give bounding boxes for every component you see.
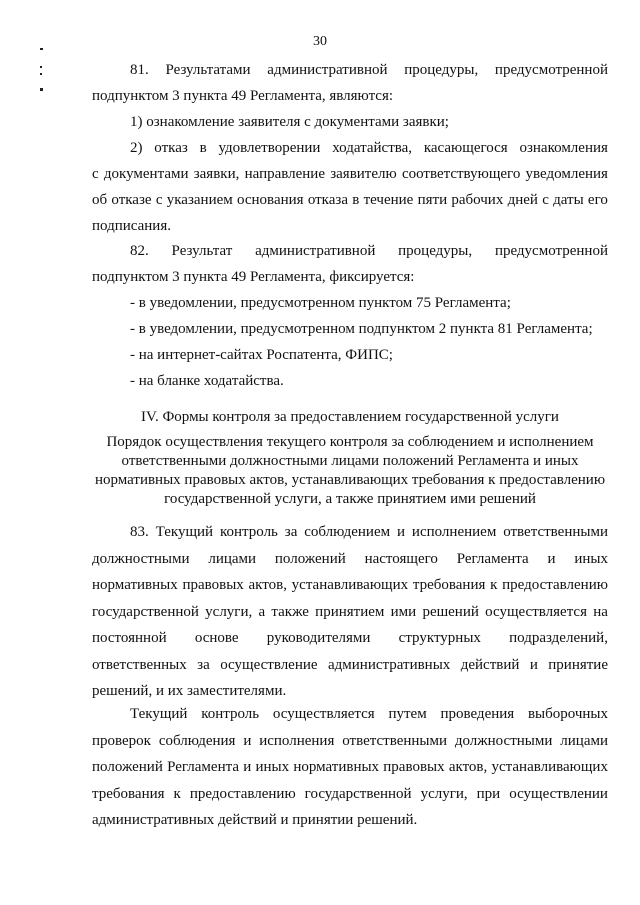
text-word: соблюдением [304, 524, 391, 540]
text-word: предусмотренной [494, 62, 608, 78]
text-word: основания [237, 192, 304, 208]
text-word: 81. [130, 62, 149, 78]
item-82-bullet: - на бланке ходатайства. [130, 373, 284, 389]
text-word: указанием [166, 192, 233, 208]
text-word: Текущий [130, 706, 188, 722]
text-word: процедуры, [398, 243, 473, 259]
text-word: иных [574, 550, 608, 567]
text-word: структурных [398, 630, 481, 646]
item-81-sub-1: 1) ознакомление заявителя с документами заявки; [130, 114, 449, 130]
text-word: услуги, [205, 603, 253, 620]
text-word: соответствующего [401, 166, 521, 182]
text-word: настоящего [364, 550, 438, 567]
text-word: осуществлении [509, 785, 608, 802]
text-word: исполнения [259, 732, 335, 749]
subheading-line: государственной услуги, а также принятием ими решений [164, 491, 536, 507]
text-word: иных [255, 759, 290, 775]
scan-artifact-mark [40, 88, 43, 91]
text-word: отказе [111, 192, 152, 208]
text-word: удовлетворении [218, 140, 321, 156]
text-word: к [490, 577, 498, 593]
text-word: Регламента [456, 550, 529, 567]
text-word: решений [422, 603, 479, 620]
item-83-line [92, 572, 608, 599]
text-word: отказ [154, 140, 188, 156]
text-word: соблюдения [158, 732, 236, 749]
subheading-line: нормативных правовых актов, устанавливающих требования к предоставлению [94, 472, 606, 488]
text-word: подразделений, [509, 630, 608, 646]
section-subheading [92, 433, 608, 509]
item-83-line [92, 652, 608, 679]
text-word: с [92, 166, 99, 182]
subheading-line: Порядок осуществления текущего контроля за соблюдением и исполнением [106, 434, 594, 450]
text-word: ознакомления [519, 140, 608, 156]
text-word: государственной [92, 603, 199, 620]
text-word: должностными [454, 732, 553, 749]
item-82 [92, 238, 608, 394]
text-word: документами [103, 166, 189, 182]
text-word: положений [92, 759, 163, 775]
text-word: об [92, 192, 108, 208]
text-word: заявителю [330, 166, 397, 182]
text-word: административной [267, 62, 388, 78]
text-word: а [258, 603, 266, 620]
item-81 [92, 57, 608, 239]
text-word: и [243, 759, 252, 775]
item-82-bullet: - на интернет-сайтах Роспатента, ФИПС; [130, 347, 393, 363]
text-word: и [547, 550, 556, 567]
text-word: рабочих [451, 192, 504, 208]
text-word: принятием [315, 603, 385, 620]
text-word: за [197, 656, 210, 673]
text-word: услуги, [420, 785, 468, 802]
text-word: устанавливающих [291, 577, 409, 593]
text-word: должностными [92, 550, 190, 567]
text-word: ответственными [342, 732, 447, 749]
text-word: Результатами [165, 62, 251, 78]
item-82-bullet: - в уведомлении, предусмотренном пунктом 75 Регламента; [130, 295, 511, 311]
text-word: и [397, 524, 406, 540]
text-word: актов, [248, 577, 287, 593]
text-word: действий [460, 656, 520, 673]
text-word: государственной [304, 785, 412, 802]
text-word: лицами [208, 550, 257, 567]
text-word: его [587, 192, 608, 208]
text-word: уведомления [525, 166, 608, 182]
text-word: предоставлению [502, 577, 608, 593]
paragraph-line [92, 781, 608, 808]
text-word: актов, [448, 759, 488, 775]
item-81-sub-2-line-3 [92, 187, 608, 213]
item-83-line [92, 599, 608, 626]
item-81-line-1 [92, 57, 608, 83]
text-word: ими [390, 603, 417, 620]
text-word: проведения [440, 706, 515, 722]
paragraph-last-line: административных действий и принятии решений. [92, 812, 418, 828]
text-word: предусмотренной [494, 243, 608, 259]
text-word: на [593, 603, 608, 620]
paragraph-line [92, 701, 608, 728]
text-word: контроль [201, 706, 260, 722]
item-81-sub-2-line-4: подписания. [92, 218, 171, 234]
text-word: ответственных [92, 656, 187, 673]
text-word: ходатайства, [332, 140, 413, 156]
text-word: заявки, [193, 166, 240, 182]
text-word: при [476, 785, 501, 802]
text-word: и [529, 656, 538, 673]
text-word: выборочных [527, 706, 608, 722]
text-word: требования [92, 785, 165, 802]
text-word: также [271, 603, 309, 620]
text-word: исполнением [411, 524, 497, 540]
text-word: правовых [383, 759, 445, 775]
item-82-line-2: подпунктом 3 пункта 49 Регламента, фиксируется: [92, 269, 415, 285]
item-81-sub-2-line-2 [92, 161, 608, 187]
text-word: к [173, 785, 181, 802]
text-word: проверок [92, 732, 151, 749]
text-word: путем [388, 706, 427, 722]
text-word: нормативных [293, 759, 380, 775]
text-word: правовых [182, 577, 244, 593]
text-word: направление [244, 166, 325, 182]
text-word: касающегося [423, 140, 508, 156]
text-word: руководителями [266, 630, 371, 646]
text-word: положений [274, 550, 346, 567]
text-word: Результат [171, 243, 233, 259]
item-83 [92, 519, 608, 705]
text-word: контроль [219, 524, 278, 540]
text-word: предоставлению [189, 785, 296, 802]
text-word: устанавливающих [491, 759, 608, 775]
paragraph-current-control [92, 701, 608, 834]
text-word: 2) [130, 140, 143, 156]
item-82-line-1 [92, 238, 608, 264]
text-word: в [352, 192, 360, 208]
paragraph-line [92, 728, 608, 755]
text-word: Текущий [155, 524, 214, 540]
item-81-line-2: подпунктом 3 пункта 49 Регламента, являются: [92, 88, 394, 104]
text-word: даты [553, 192, 584, 208]
item-83-line [92, 546, 608, 573]
text-word: административных [327, 656, 451, 673]
text-word: пяти [417, 192, 448, 208]
text-word: с [542, 192, 549, 208]
text-word: с [155, 192, 163, 208]
text-word: принятие [548, 656, 608, 673]
page-number: 30 [313, 34, 327, 49]
item-81-sub-2-line-1 [92, 135, 608, 161]
section-heading: IV. Формы контроля за предоставлением государственной услуги [141, 409, 559, 425]
text-word: за [284, 524, 298, 540]
text-word: в [199, 140, 207, 156]
text-word: процедуры, [404, 62, 479, 78]
item-83-line [92, 519, 608, 546]
text-word: ответственными [503, 524, 608, 540]
text-word: осуществляется [272, 706, 375, 722]
text-word: основе [194, 630, 239, 646]
text-word: течение [363, 192, 414, 208]
item-83-line [92, 625, 608, 652]
scan-artifact-mark [40, 73, 42, 75]
subheading-line: ответственными должностными лицами положений Регламента и иных [121, 453, 579, 469]
text-word: постоянной [92, 630, 167, 646]
text-word: осуществление [220, 656, 318, 673]
paragraph-line [92, 754, 608, 781]
text-word: дней [507, 192, 538, 208]
text-word: осуществляется [485, 603, 587, 620]
scan-artifact-mark [40, 66, 42, 68]
text-word: административной [255, 243, 376, 259]
text-word: лицами [560, 732, 608, 749]
item-83-last-line: решений, и их заместителями. [92, 683, 287, 699]
text-word: требования [412, 577, 486, 593]
text-word: 82. [130, 243, 149, 259]
text-word: и [243, 732, 252, 749]
text-word: нормативных [92, 577, 178, 593]
text-word: Регламента [167, 759, 239, 775]
text-word: отказа [307, 192, 348, 208]
item-82-bullet: - в уведомлении, предусмотренном подпунктом 2 пункта 81 Регламента; [130, 321, 593, 337]
text-word: 83. [130, 524, 149, 540]
